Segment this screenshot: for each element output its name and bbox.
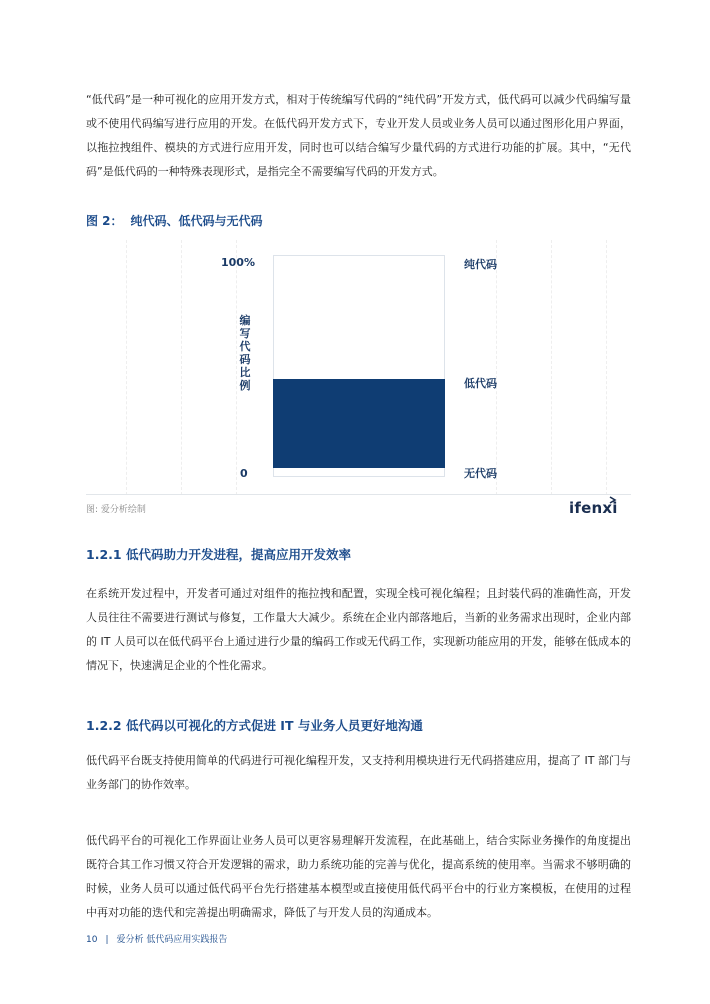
figure-divider (86, 494, 631, 495)
bar-low-code (273, 379, 445, 468)
figure-source: 图: 爱分析绘制 (86, 505, 146, 515)
grid-line (126, 240, 127, 495)
page-footer (86, 932, 227, 945)
section-heading-1-2-1: 1.2.1 低代码助力开发进程，提高应用开发效率 (86, 547, 351, 562)
grid-line (551, 240, 552, 495)
y-tick-top: 100% (221, 256, 255, 269)
intro-paragraph: “低代码”是一种可视化的应用开发方式，相对于传统编写代码的“纯代码”开发方式，低代码可以减少代码编写量或不使用代码编写进行应用的开发。在低代码开发方式下，专业开发人员或业务人员可以通过图形化用户界面，以拖拉拽组件、模块的方式进行应用开发，同时也可以结合编写少量代码的方式进行功能的扩展。其中，“无代码”是低代码的一种特殊表现形式，是指完全不需要编写代码的开发方式。 (86, 93, 631, 178)
logo-mark-icon (609, 496, 617, 504)
figure-caption: 纯代码、低代码与无代码 (130, 214, 263, 228)
report-title: 爱分析 低代码应用实践报告 (116, 935, 228, 945)
grid-line (496, 240, 497, 495)
ifenxi-logo: ifenxi (569, 499, 618, 517)
section-heading-1-2-2: 1.2.2 低代码以可视化的方式促进 IT 与业务人员更好地沟通 (86, 718, 423, 733)
page-number: 10 (86, 935, 98, 945)
grid-line (236, 240, 237, 495)
figure-title (86, 212, 271, 229)
section-1-paragraph: 在系统开发过程中，开发者可通过对组件的拖拉拽和配置，实现全栈可视化编程；且封装代码的准确性高，开发人员往往不需要进行测试与修复，工作量大大减少。系统在企业内部落地后，当新的业务需求出现时，企业内部的 IT 人员可以在低代码平台上通过进行少量的编码工作或无代码工作，实现新功能应用的开发，能够在低成本的情况下，快速满足企业的个性化需求。 (86, 587, 631, 672)
grid-line (606, 240, 607, 495)
section-2-paragraph-2: 低代码平台的可视化工作界面让业务人员可以更容易理解开发流程，在此基础上，结合实际业务操作的角度提出既符合其工作习惯又符合开发逻辑的需求，助力系统功能的完善与优化，提高系统的使用率。当需求不够明确的时候，业务人员可以通过低代码平台先行搭建基本模型或直接使用低代码平台中的行业方案模板，在使用的过程中再对功能的迭代和完善提出明确需求，降低了与开发人员的沟通成本。 (86, 834, 631, 919)
section-2-paragraph-1: 低代码平台既支持使用简单的代码进行可视化编程开发，又支持利用模块进行无代码搭建应用，提高了 IT 部门与业务部门的协作效率。 (86, 754, 631, 791)
footer-separator: | (105, 935, 109, 945)
figure-number: 图 2： (86, 214, 123, 228)
category-low-code: 低代码 (464, 377, 497, 390)
y-axis-label: 编写代码比例 (239, 314, 251, 392)
category-pure-code: 纯代码 (464, 258, 497, 271)
y-tick-zero: 0 (240, 467, 248, 480)
category-no-code: 无代码 (464, 467, 497, 480)
grid-line (181, 240, 182, 495)
